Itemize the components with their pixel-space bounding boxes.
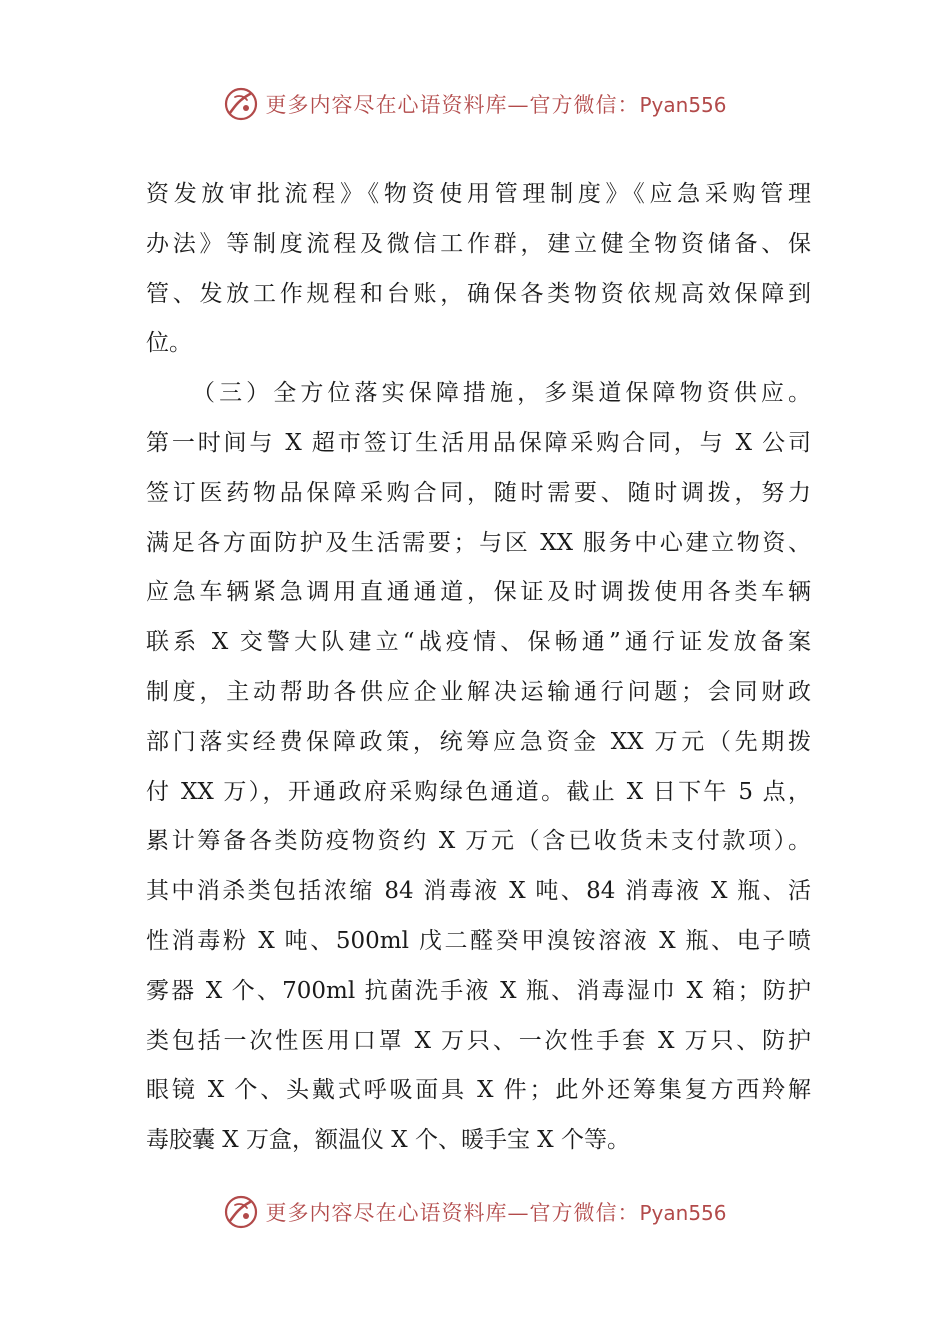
- text-line: 应急车辆紧急调用直通通道，保证及时调拨使用各类车辆: [146, 579, 811, 606]
- text-line: 制度，主动帮助各供应企业解决运输通行问题；会同财政: [146, 678, 811, 705]
- text-line: 管、发放工作规程和台账，确保各类物资依规高效保障到: [146, 280, 811, 307]
- text-line: 资发放审批流程》《物资使用管理制度》《应急采购管理: [146, 181, 811, 207]
- text-line: 毒胶囊 X 万盒，额温仪 X 个、暖手宝 X 个等。: [146, 1127, 630, 1154]
- text-line: 办法》等制度流程及微信工作群，建立健全物资储备、保: [146, 230, 811, 257]
- banner-label: 更多内容尽在心语资料库—官方微信：: [265, 1201, 640, 1225]
- paragraph-2: [146, 369, 811, 1166]
- text-line: 部门落实经费保障政策，统筹应急资金 XX 万元（先期拨: [146, 728, 811, 755]
- logo-icon: [223, 1194, 259, 1230]
- text-line: 签订医药物品保障采购合同，随时需要、随时调拨，努力: [146, 479, 811, 506]
- text-line: 类包括一次性医用口罩 X 万只、一次性手套 X 万只、防护: [146, 1027, 811, 1054]
- text-line: 其中消杀类包括浓缩 84 消毒液 X 吨、84 消毒液 X 瓶、活: [146, 878, 811, 905]
- wechat-id: Pyan556: [639, 1201, 727, 1225]
- text-line: 性消毒粉 X 吨、500ml 戊二醛癸甲溴铵溶液 X 瓶、电子喷: [146, 927, 811, 954]
- banner-label: 更多内容尽在心语资料库—官方微信：: [265, 93, 640, 117]
- text-line: 第一时间与 X 超市签订生活用品保障采购合同，与 X 公司: [146, 429, 811, 456]
- banner-text: [265, 89, 726, 119]
- text-line: 雾器 X 个、700ml 抗菌洗手液 X 瓶、消毒湿巾 X 箱；防护: [146, 977, 811, 1004]
- text-line: 满足各方面防护及生活需要；与区 XX 服务中心建立物资、: [146, 529, 811, 556]
- header-banner: [0, 82, 950, 126]
- logo-icon: [223, 86, 259, 122]
- footer-banner: [0, 1190, 950, 1234]
- text-line: 累计筹备各类防疫物资约 X 万元（含已收货未支付款项）。: [146, 828, 811, 855]
- section-heading-line: （三）全方位落实保障措施，多渠道保障物资供应。: [192, 380, 811, 407]
- paragraph-1: [146, 170, 811, 369]
- text-line: 付 XX 万），开通政府采购绿色通道。截止 X 日下午 5 点，: [146, 778, 811, 805]
- document-body: [146, 170, 811, 1166]
- text-line: 联系 X 交警大队建立“战疫情、保畅通”通行证发放备案: [146, 629, 811, 656]
- text-line: 位。: [146, 330, 192, 357]
- banner-text: [265, 1197, 726, 1227]
- wechat-id: Pyan556: [639, 93, 727, 117]
- text-line: 眼镜 X 个、头戴式呼吸面具 X 件；此外还筹集复方西羚解: [146, 1077, 811, 1104]
